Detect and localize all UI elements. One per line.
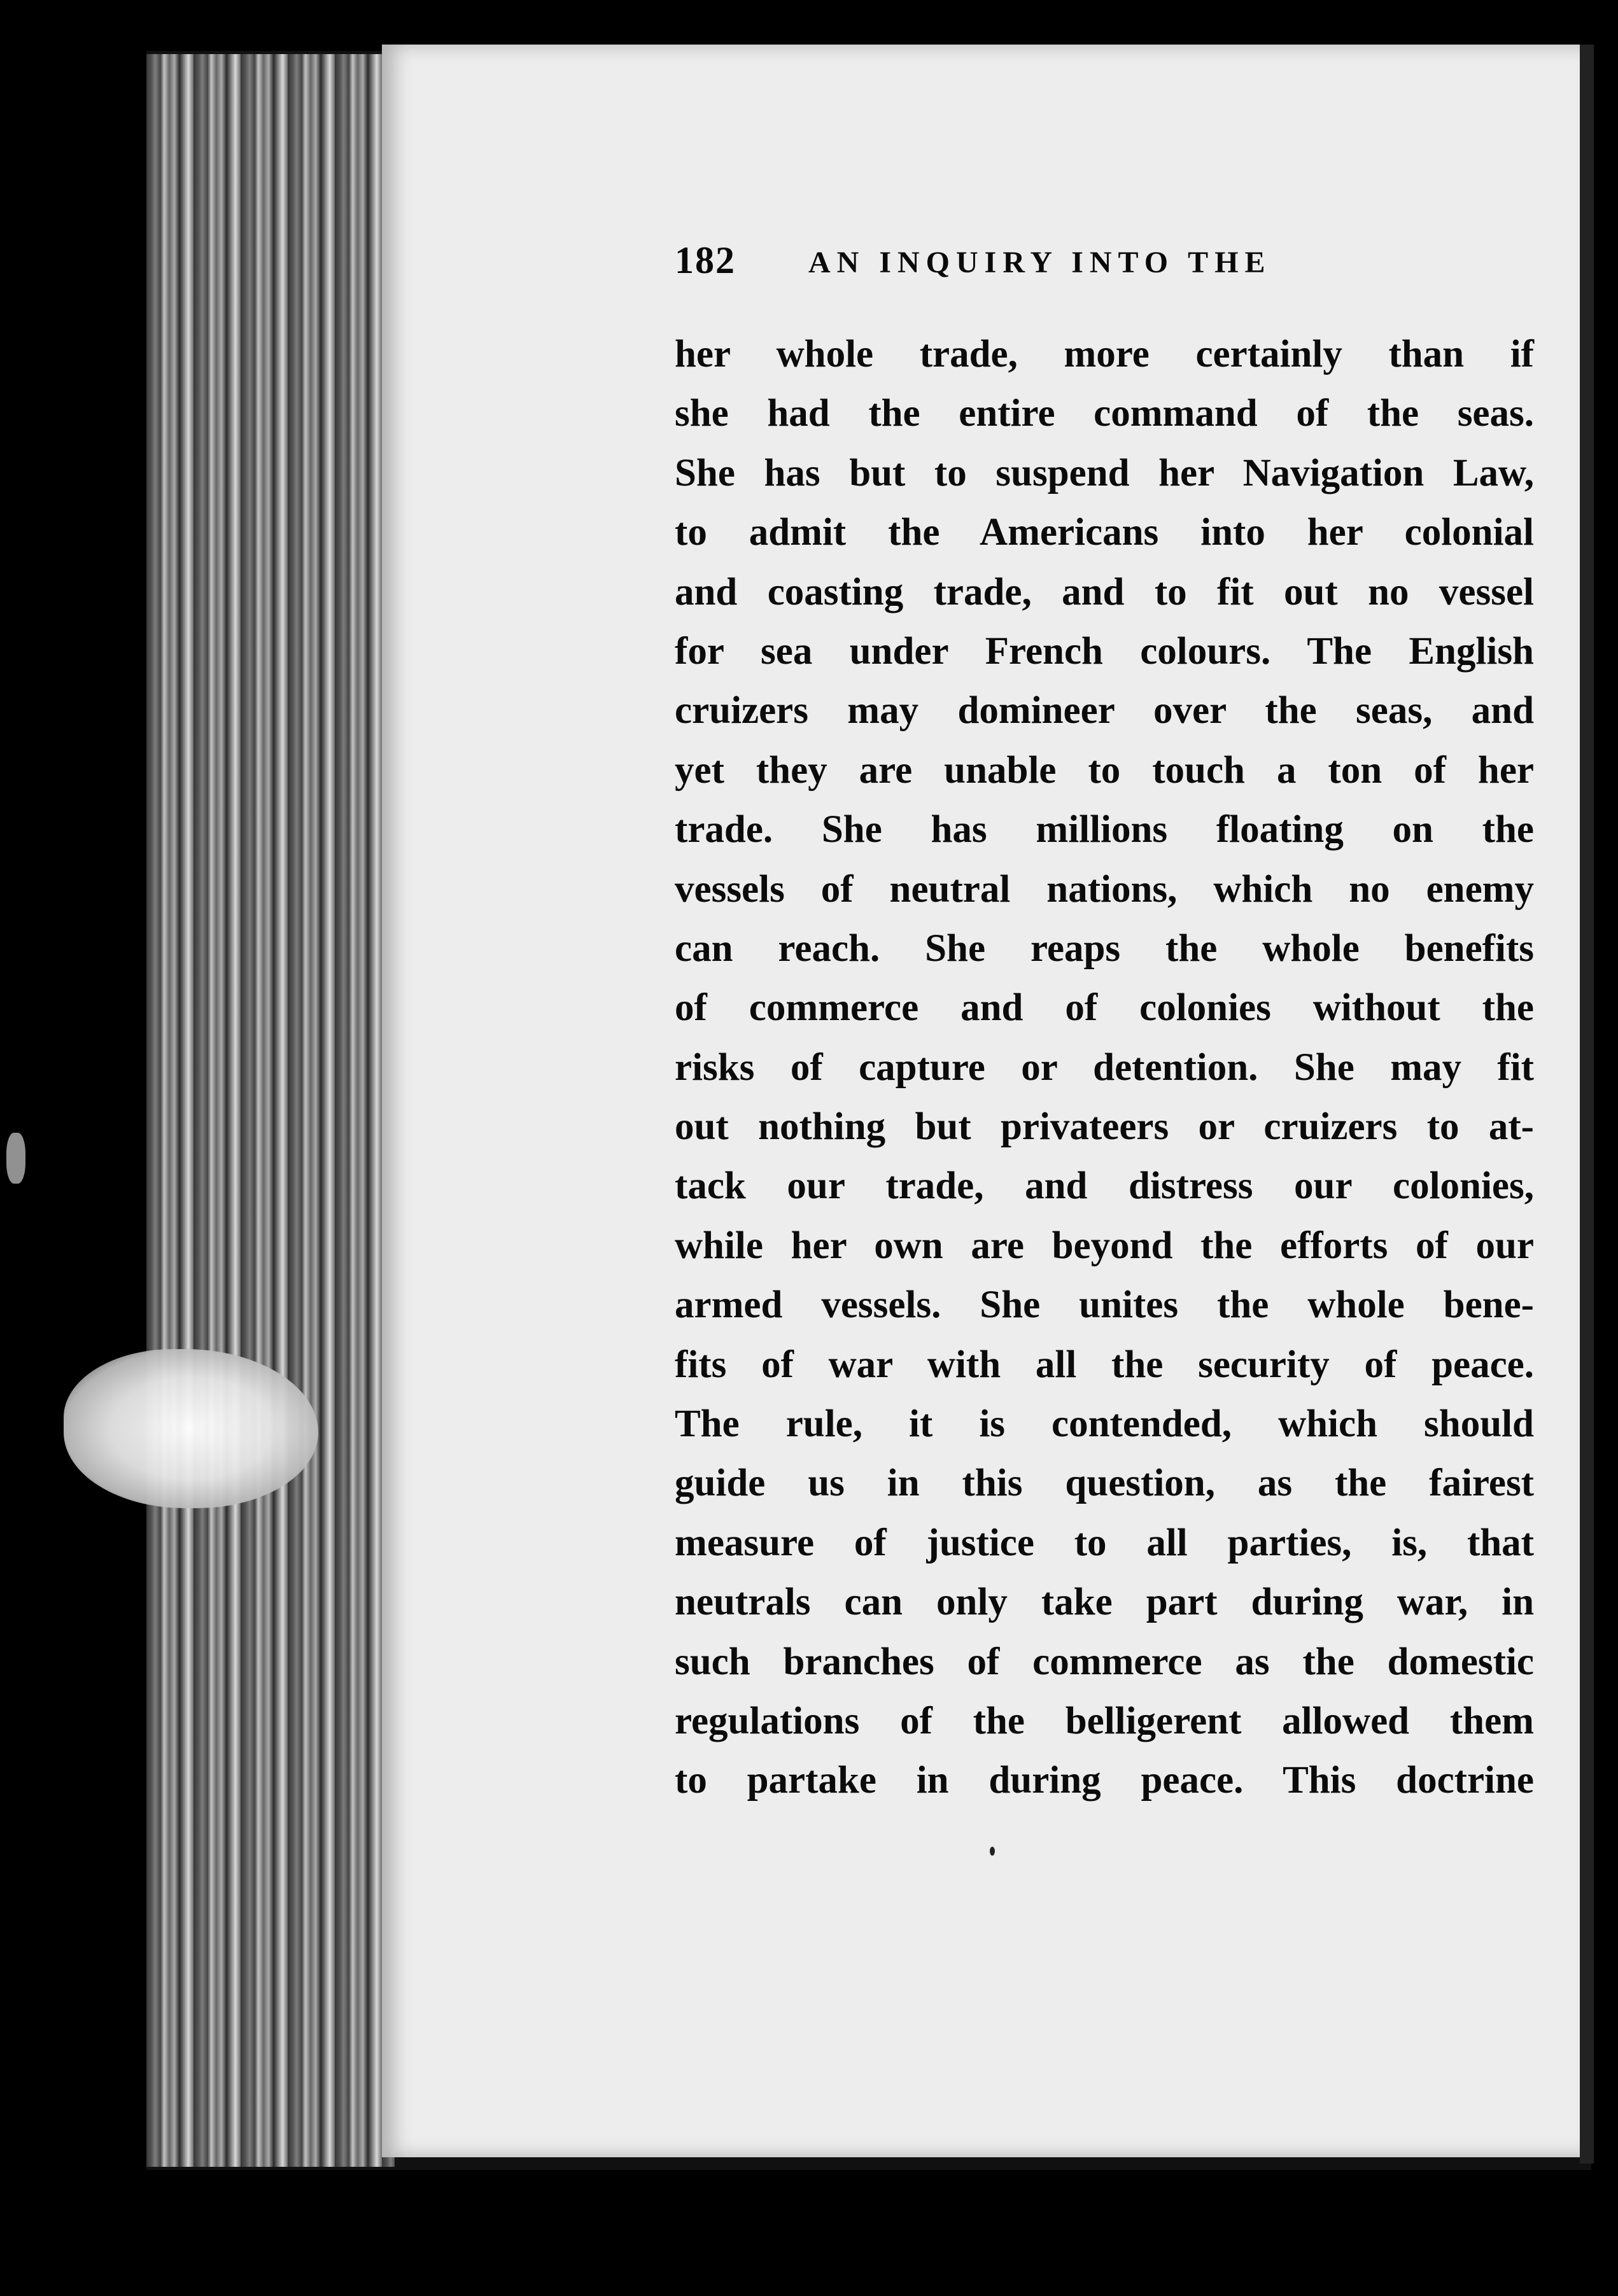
text-line: her whole trade, more certainly than if <box>675 333 1534 375</box>
text-line: She has but to suspend her Navigation Law, <box>675 451 1534 494</box>
text-line: she had the entire command of the seas. <box>675 392 1534 435</box>
text-line: The rule, it is contended, which should <box>675 1403 1534 1446</box>
text-line: while her own are beyond the efforts of our <box>675 1224 1534 1267</box>
text-line: trade. She has millions floating on the <box>675 808 1534 851</box>
page-number: 182 <box>675 239 736 281</box>
text-line: of commerce and of colonies without the <box>675 986 1534 1030</box>
page-right-edge <box>1580 45 1594 2164</box>
text-line: vessels of neutral nations, which no enemy <box>675 867 1534 911</box>
text-line: guide us in this question, as the fairest <box>675 1462 1534 1505</box>
text-line: out nothing but privateers or cruizers to at- <box>675 1105 1534 1149</box>
ink-speck <box>990 1847 995 1856</box>
text-line: can reach. She reaps the whole benefits <box>675 927 1534 970</box>
text-line: tack our trade, and distress our colonies, <box>675 1165 1534 1208</box>
page-header <box>675 239 1540 290</box>
running-head: AN INQUIRY INTO THE <box>808 246 1272 279</box>
text-line: such branches of commerce as the domestic <box>675 1640 1534 1683</box>
text-line: for sea under French colours. The English <box>675 629 1534 673</box>
text-line: and coasting trade, and to fit out no vessel <box>675 570 1534 613</box>
text-line: to admit the Americans into her colonial <box>675 511 1534 554</box>
body-text <box>675 325 1534 1810</box>
text-line: yet they are unable to touch a ton of her <box>675 748 1534 792</box>
text-line: cruizers may domineer over the seas, and <box>675 689 1534 732</box>
text-line: fits of war with all the security of peace. <box>675 1343 1534 1386</box>
text-line: to partake in during peace. This doctrine <box>675 1759 1534 1802</box>
text-line: measure of justice to all parties, is, that <box>675 1521 1534 1564</box>
text-line: armed vessels. She unites the whole bene- <box>675 1284 1534 1327</box>
text-line: risks of capture or detention. She may fit <box>675 1046 1534 1089</box>
text-line: regulations of the belligerent allowed them <box>675 1699 1534 1742</box>
margin-mark <box>6 1133 25 1184</box>
page-edges <box>146 54 395 2167</box>
text-line: neutrals can only take part during war, in <box>675 1581 1534 1624</box>
